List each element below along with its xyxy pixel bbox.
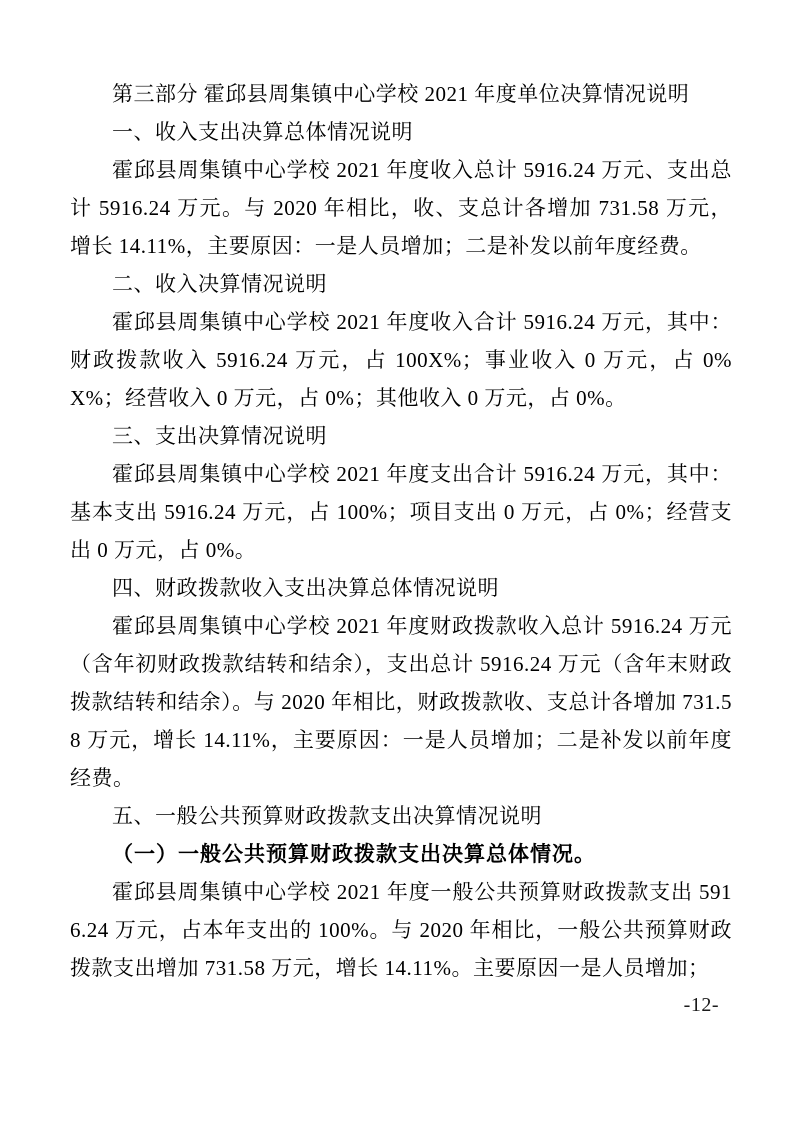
heading-public-budget-expense: 五、一般公共预算财政拨款支出决算情况说明 [112,804,542,828]
paragraph-expense-detail: 霍邱县周集镇中心学校 2021 年度支出合计 5916.24 万元，其中：基本支出 5916.24 万元，占 100%；项目支出 0 万元，占 0%；经营支出 0 万元，占 0%。 [70,462,732,562]
document-content [70,75,732,987]
heading-income-detail: 二、收入决算情况说明 [112,272,327,296]
page-number: -12- [683,994,719,1016]
paragraph-income-detail: 霍邱县周集镇中心学校 2021 年度收入合计 5916.24 万元，其中：财政拨款收入 5916.24 万元，占 100X%；事业收入 0 万元，占 0%X%；经营收入 0 万元，占 0%；其他收入 0 万元，占 0%。 [70,310,732,410]
paragraph-public-budget-overall: 霍邱县周集镇中心学校 2021 年度一般公共预算财政拨款支出 5916.24 万元，占本年支出的 100%。与 2020 年相比，一般公共预算财政拨款支出增加 731.58 万元，增长 14.11%。主要原因一是人员增加； [70,880,732,980]
section-title: 第三部分 霍邱县周集镇中心学校 2021 年度单位决算情况说明 [112,82,690,106]
heading-expense-detail: 三、支出决算情况说明 [112,424,327,448]
heading-income-expense-overview: 一、收入支出决算总体情况说明 [112,120,413,144]
subheading-public-budget-overall: （一）一般公共预算财政拨款支出决算总体情况。 [112,842,596,866]
paragraph-fiscal-appropriation: 霍邱县周集镇中心学校 2021 年度财政拨款收入总计 5916.24 万元（含年初财政拨款结转和结余），支出总计 5916.24 万元（含年末财政拨款结转和结余）。与 2020 年相比，财政拨款收、支总计各增加 731.58 万元，增长 14.11%，主要原因：一是人员增加；二是补发以前年度经费。 [70,614,732,790]
paragraph-income-expense-overview: 霍邱县周集镇中心学校 2021 年度收入总计 5916.24 万元、支出总计 5916.24 万元。与 2020 年相比，收、支总计各增加 731.58 万元，增长 14.11%，主要原因：一是人员增加；二是补发以前年度经费。 [70,158,732,258]
heading-fiscal-appropriation: 四、财政拨款收入支出决算总体情况说明 [112,576,499,600]
